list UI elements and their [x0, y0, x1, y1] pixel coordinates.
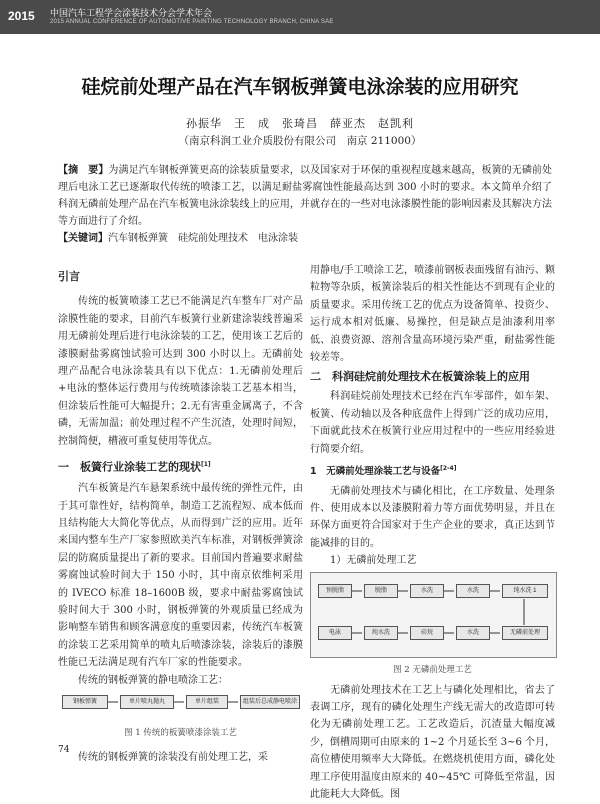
conference-name: 中国汽车工程学会涂装技术分会学术年会: [50, 8, 213, 18]
keywords-label: 【关键词】: [58, 233, 108, 244]
continued-paragraph: 用静电/手工喷涂工艺，喷漆前钢板表面残留有油污、颗粒物等杂质，板簧涂装后的相关性能达不到现有企业的质量要求。采用传统工艺的优点为设备简单、投资少、运行成本相对低廉、易操控，但是缺点是油漆利用率低、浪费资源、溶剂含量高环境污染严重，耐盐雾性能较差等。: [310, 265, 555, 364]
conference-header-band: [0, 0, 600, 34]
subsection1-ref: [2-4]: [440, 465, 457, 473]
subsection1-paragraph-2: 无磷前处理技术在工艺上与磷化处理相比，省去了表调工序，现有的磷化处理生产线无需大的改造即可转化为无磷前处理工艺。工艺改造后，沉渣量大幅度减少，倒槽周期可由原来的 1~2 个月延长至 3~6 个月，高位槽使用频率大大降低。在燃烧机使用方面，磷化处理工序使用温度由原来的 40~45℃ 可降低至常温，因此能耗大大降低。图: [310, 684, 555, 801]
fig2-row1-box: 水洗: [456, 584, 490, 598]
fig2-row2-box: 水洗: [456, 626, 490, 640]
affiliation: （南京科润工业介质股份有限公司 南京 211000）: [178, 135, 422, 147]
abstract-text: 为满足汽车钢板弹簧更高的涂装质量要求，以及国家对于环保的重视程度越来越高，板簧的无磷前处理后电泳工艺已逐渐取代传统的喷漆工艺，以满足耐盐雾腐蚀性能最高达到 300 小时的要求。本文简单介绍了科润无磷前处理产品在汽车板簧电泳涂装线上的应用，并就存在的一些对电泳漆膜性能的影响因素及其解决方法等方面进行了介绍。: [58, 165, 553, 227]
section1-heading: [58, 456, 303, 476]
section2-paragraph: 科润硅烷前处理技术已经在汽车零部件，如车架、板簧、传动轴以及各种底盘件上得到广泛的成功应用，下面就此技术在板簧行业应用过程中的一些应用经验进行简要介绍。: [310, 391, 555, 455]
fig1-box-1: 钢板弹簧: [62, 695, 108, 709]
paper-title: 硅烷前处理产品在汽车钢板弹簧电泳涂装的应用研究: [81, 76, 519, 98]
fig1-box-4: 组装后总成静电喷涂: [240, 695, 300, 709]
fig2-row2-box: 纯水洗: [364, 626, 398, 640]
fig2-row2-box: 无磷前处理: [502, 626, 548, 640]
fig2-row1-box: 纯水洗 1: [502, 584, 548, 598]
fig2-row1-box: 水洗: [410, 584, 444, 598]
fig1-box-2: 单片喷丸抛丸: [120, 695, 174, 709]
fig1-caption: 图 1 传统的板簧喷漆涂装工艺: [124, 728, 237, 738]
intro-paragraph: 传统的板簧喷漆工艺已不能满足汽车整车厂对产品涂膜性能的要求，目前汽车板簧行业新建涂装线普遍采用无磷前处理后进行电泳涂装的工艺，使用该工艺后的漆膜耐盐雾腐蚀试验可达到 300 小时以上。无磷前处理产品配合电泳涂装具有以下优点：1.无磷前处理后+电泳的整体运行费用与传统喷漆涂装工艺基本相当，但涂装后性能可大幅提升；2.无有害重金属离子，不含磷，无需加温；前处理过程不产生沉渣，处理时间短，控制简便，槽液可重复使用等优点。: [58, 296, 303, 447]
subsection1-paragraph: 无磷前处理技术与磷化相比，在工序数量、处理条件、使用成本以及漆膜附着力等方面优势明显，并且在环保方面更符合国家对于生产企业的要求，真正达到节能减排的目的。: [310, 485, 555, 549]
section1-title: 一 板簧行业涂装工艺的现状: [58, 460, 201, 474]
page-number: 74: [58, 745, 70, 755]
subsection1-list-item: 1）无磷前处理工艺: [330, 555, 417, 567]
subsection1-title: 1 无磷前处理涂装工艺与设备: [310, 466, 441, 478]
fig1-box-3: 单片组装: [186, 695, 228, 709]
authors: 孙振华 王 成 张琦昌 薛亚杰 赵凯利: [186, 117, 414, 130]
abstract-label: 【摘 要】: [58, 165, 109, 176]
section1-paragraph-3: 传统的钢板弹簧的涂装没有前处理工艺，采: [78, 752, 268, 763]
fig2-arrows: [310, 570, 555, 656]
conference-name-english: 2015 ANNUAL CONFERENCE OF AUTOMOTIVE PAINTING TECHNOLOGY BRANCH, CHINA SAE: [50, 19, 334, 25]
fig2-row1-box: 脱脂: [364, 584, 398, 598]
fig2-row2-box: 硅烷: [410, 626, 444, 640]
fig2-row2-box: 电泳: [318, 626, 352, 640]
subsection1-heading: [310, 460, 555, 481]
figure-1: [58, 689, 303, 749]
fig2-row1-box: 预脱脂: [318, 584, 352, 598]
conference-year: 2015: [8, 9, 35, 23]
section2-heading: 二 科润硅烷前处理技术在板簧涂装上的应用: [310, 370, 530, 384]
section1-paragraph: 汽车板簧是汽车悬架系统中最传统的弹性元件，由于其可靠性好，结构简单，制造工艺流程短、成本低而且结构能大大简化等优点，从而得到广泛的应用。近年来国内整车生产厂家参照欧美汽车标准，对钢板弹簧涂层的防腐质量提出了新的要求。目前国内普遍要求耐盐雾腐蚀试验时间大于 150 小时，其中南京依维柯采用的 IVECO 标准 18–1600B 级，要求中耐盐雾腐蚀试验时间大于 300 小时，钢板弹簧的外观质量已经成为影响整车销售和顾客满意度的重要因素，传统汽车板簧的涂装工艺采用简单的喷丸后喷漆涂装，涂装后的漆膜性能已无法满足现有汽车厂家的性能要求。: [58, 483, 303, 669]
right-column: [310, 262, 555, 804]
section1-ref: [1]: [201, 461, 211, 469]
left-column: [58, 268, 303, 766]
figure-2: [310, 570, 555, 682]
abstract: [58, 162, 552, 230]
fig2-caption: 图 2 无磷前处理工艺: [393, 664, 472, 675]
keywords-text: 汽车钢板弹簧 硅烷前处理技术 电泳涂装: [108, 233, 298, 244]
intro-heading: 引言: [58, 270, 80, 283]
fig1-arrows: [58, 689, 303, 719]
keywords: [58, 230, 552, 247]
section1-paragraph-2: 传统的钢板弹簧的静电喷涂工艺：: [78, 674, 228, 686]
